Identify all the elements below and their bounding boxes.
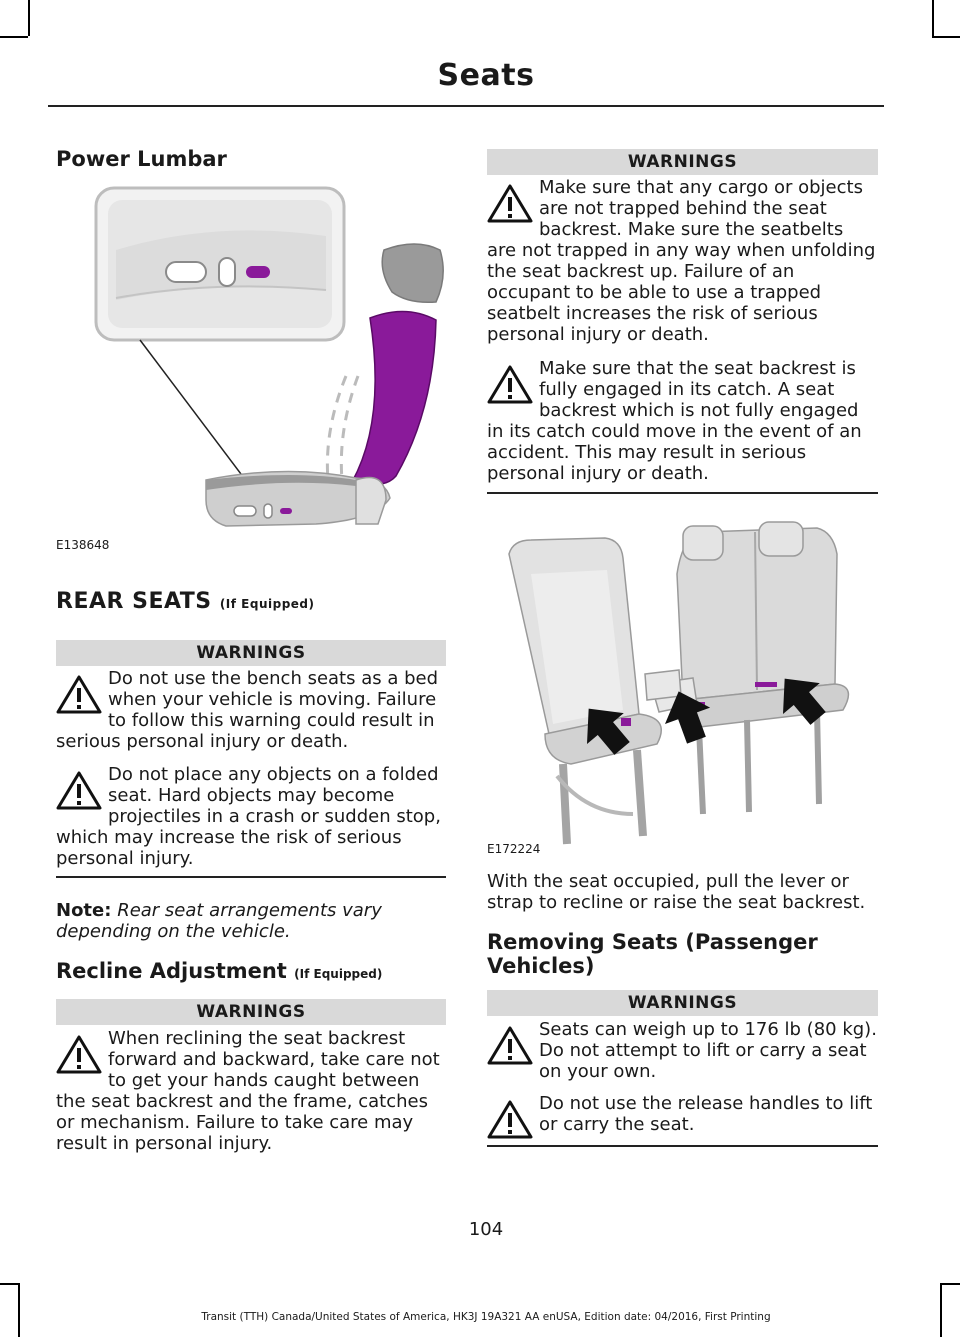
recline-instructions: With the seat occupied, pull the lever or strap to recline or raise the seat backrest.: [487, 871, 866, 913]
page-title: Seats: [437, 58, 535, 93]
rear-seats-heading: [56, 589, 315, 614]
crop-mark: [28, 0, 30, 36]
warning-triangle-icon: [487, 364, 533, 404]
recline-title: Recline Adjustment: [56, 959, 287, 983]
recline-suffix: (If Equipped): [294, 967, 383, 981]
warning-text: Do not use the bench seats as a bed when your vehicle is moving. Failure to follow this warning could result in serious personal injury or death.: [56, 668, 439, 752]
warnings-end-rule: [56, 876, 446, 878]
note-text: Rear seat arrangements vary depending on the vehicle.: [56, 900, 382, 942]
rear-seats-figure: [487, 514, 878, 858]
header-divider: [48, 105, 884, 107]
warning-item: [487, 1093, 878, 1141]
warning-item: [487, 1019, 878, 1082]
figure-code: E172224: [487, 842, 541, 856]
recline-heading: [56, 959, 382, 986]
warning-text: Do not use the release handles to lift or carry the seat.: [539, 1093, 873, 1135]
warning-triangle-icon: [487, 1099, 533, 1139]
crop-mark: [18, 1283, 20, 1337]
warning-triangle-icon: [56, 674, 102, 714]
crop-mark: [0, 36, 28, 38]
warnings-end-rule: [487, 1145, 878, 1147]
note: [56, 900, 446, 942]
warning-text: Do not place any objects on a folded seat. Hard objects may become projectiles in a crash or sudden stop, which may increase the risk of serious personal injury.: [56, 764, 441, 869]
power-lumbar-figure: [56, 180, 446, 552]
warnings-band: WARNINGS: [487, 149, 878, 175]
warning-triangle-icon: [487, 183, 533, 223]
note-label: Note:: [56, 900, 112, 921]
warning-text: Make sure that the seat backrest is fully engaged in its catch. A seat backrest which is not fully engaged in its catch could move in the event of an accident. This may result in serious personal injury or death.: [487, 358, 862, 484]
figure-code: E138648: [56, 538, 110, 552]
page-number: 104: [468, 1219, 504, 1240]
crop-mark: [0, 1283, 18, 1285]
warning-triangle-icon: [56, 770, 102, 810]
warning-triangle-icon: [56, 1034, 102, 1074]
warning-text: Make sure that any cargo or objects are not trapped behind the seat backrest. Make sure the seatbelts are not trapped in any way when unfolding the seat backrest up. Failure of an occupant to be able to use a trapped seatbelt increases the risk of serious personal injury or death.: [487, 177, 876, 345]
power-lumbar-heading: Power Lumbar: [56, 147, 227, 171]
warning-item: [56, 1028, 446, 1154]
crop-mark: [940, 1283, 960, 1285]
rear-seats-title: REAR SEATS: [56, 589, 212, 614]
crop-mark: [932, 36, 960, 38]
warning-item: [56, 764, 446, 869]
footer-text: Transit (TTH) Canada/United States of America, HK3J 19A321 AA enUSA, Edition date: 04/2016, First Printing: [201, 1311, 771, 1323]
crop-mark: [932, 0, 934, 36]
warnings-end-rule: [487, 492, 878, 494]
crop-mark: [940, 1283, 942, 1337]
warning-item: [487, 177, 878, 345]
warnings-band: WARNINGS: [56, 640, 446, 666]
rear-seats-suffix: (If Equipped): [219, 597, 315, 611]
warning-text: Seats can weigh up to 176 lb (80 kg). Do not attempt to lift or carry a seat on your own.: [539, 1019, 877, 1082]
warning-text: When reclining the seat backrest forward and backward, take care not to get your hands caught between the seat backrest and the frame, catches or mechanism. Failure to take care may result in personal injury.: [56, 1028, 440, 1154]
warnings-band: WARNINGS: [487, 990, 878, 1016]
warning-item: [487, 358, 878, 484]
warning-triangle-icon: [487, 1025, 533, 1065]
warning-item: [56, 668, 446, 752]
removing-seats-heading: Removing Seats (Passenger Vehicles): [487, 930, 818, 978]
warnings-band: WARNINGS: [56, 999, 446, 1025]
